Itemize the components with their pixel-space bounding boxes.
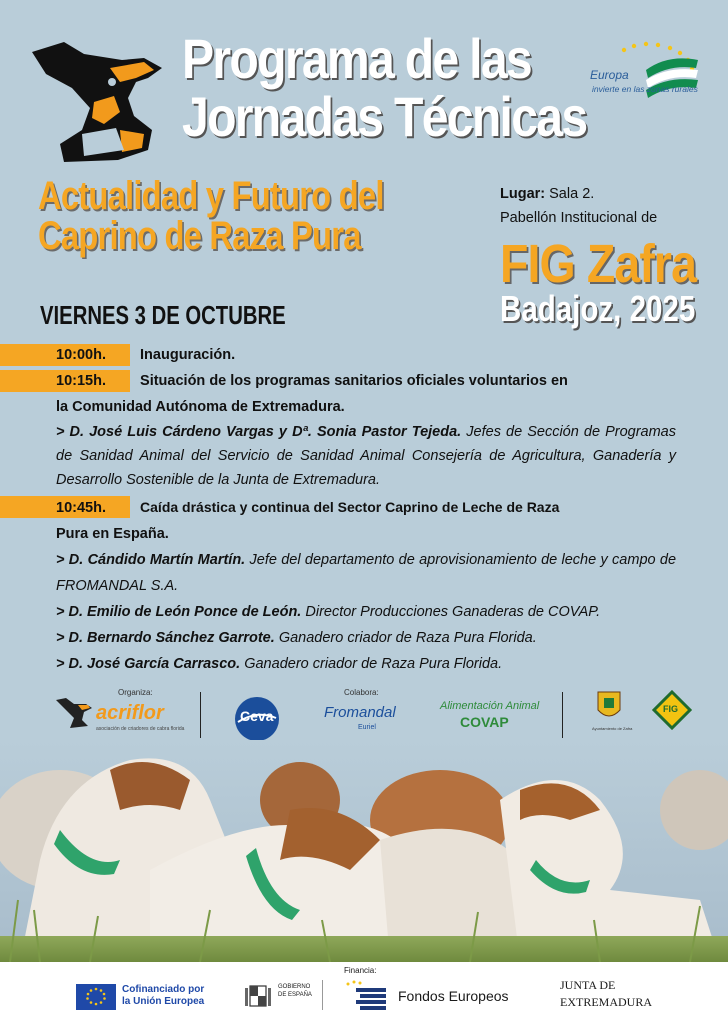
program-item	[56, 342, 676, 368]
sponsor-row	[40, 688, 700, 744]
speaker-name: > D. Bernardo Sánchez Garrote.	[56, 630, 275, 646]
speaker-entry	[56, 547, 676, 599]
acriflor-logo: acriflor	[96, 702, 164, 724]
speaker-entry	[56, 651, 676, 677]
program-item	[56, 368, 676, 394]
speaker-entry	[56, 625, 676, 651]
venue-building: Pabellón Institucional de	[500, 210, 658, 226]
fondos-europeos-icon	[344, 980, 390, 1012]
speaker-entry	[56, 420, 676, 492]
program-title: Caída drástica y continua del Sector Caprino de Leche de Raza	[140, 499, 560, 515]
divider	[322, 980, 323, 1010]
speaker-name: > D. Emilio de León Ponce de León.	[56, 604, 302, 620]
fig-label: FIG	[663, 704, 678, 714]
venue-room: Sala 2.	[549, 186, 595, 202]
goat-logo-icon	[24, 38, 169, 166]
acriflor-sub: asociación de criadores de cabra florida	[96, 726, 185, 732]
zafra-coat-of-arms-icon	[596, 688, 622, 724]
zafra-caption: Ayuntamiento de Zafra	[592, 726, 633, 731]
program-title: Inauguración.	[140, 347, 236, 363]
city-year: Badajoz, 2025	[500, 288, 696, 329]
divider	[200, 692, 201, 738]
event-name: FIG Zafra	[500, 234, 697, 294]
covap-line1: Alimentación Animal	[440, 700, 540, 712]
divider	[562, 692, 563, 738]
program-title-cont: Pura en España.	[56, 526, 169, 542]
speaker-role: Ganadero criador de Raza Pura Florida.	[278, 630, 537, 646]
main-title	[182, 27, 587, 148]
financia-label: Financia:	[344, 966, 377, 975]
program-list	[56, 342, 676, 677]
program-time: 10:15h.	[56, 373, 106, 389]
fromandal-logo: Fromandal	[324, 704, 396, 721]
eu-word: Europa	[590, 68, 629, 82]
eu-tagline: invierte en las zonas rurales	[592, 84, 698, 94]
goats-photo	[0, 740, 728, 962]
venue-info	[500, 182, 710, 230]
subtitle-line2: Caprino de Raza Pura	[38, 214, 361, 258]
main-title-line1: Programa de las	[182, 27, 531, 90]
program-time: 10:45h.	[56, 500, 106, 516]
speaker-role: Jefes de Sección de Programas de Sanidad Animal del Servicio de Sanidad Animal Consejería de Agricultura, Ganadería y Desarrollo Sostenible de la Junta de Extremadura.	[56, 424, 677, 488]
speaker-name: > D. Cándido Martín Martín.	[56, 552, 246, 568]
program-item	[56, 494, 676, 521]
gov-line1: GOBIERNO	[278, 984, 311, 990]
ceva-label: Ceva	[240, 708, 274, 724]
speaker-role: Director Producciones Ganaderas de COVAP.	[305, 604, 601, 620]
spain-coat-of-arms-icon	[242, 980, 274, 1012]
fondos-europeos-label: Fondos Europeos	[398, 988, 509, 1004]
program-title-cont: la Comunidad Autónoma de Extremadura.	[56, 399, 345, 415]
fromandal-sub: Euriel	[358, 724, 376, 731]
covap-line2: COVAP	[460, 714, 509, 730]
eu-flag-icon	[76, 984, 116, 1010]
program-title: Situación de los programas sanitarios oficiales voluntarios en	[140, 373, 568, 389]
speaker-role: Jefe del departamento de aprovisionamiento de leche y campo de FROMANDAL S.A.	[56, 552, 677, 594]
footer	[0, 962, 728, 1030]
venue-label: Lugar:	[500, 186, 546, 202]
speaker-name: > D. José García Carrasco.	[56, 656, 241, 672]
subtitle-line1: Actualidad y Futuro del	[38, 174, 384, 218]
colabora-label: Colabora:	[344, 688, 379, 697]
main-title-line2: Jornadas Técnicas	[182, 85, 587, 148]
speaker-name: > D. José Luis Cárdeno Vargas y Dª. Sonia Pastor Tejeda.	[56, 424, 462, 440]
eu-cofinance-line1: Cofinanciado por	[122, 984, 205, 995]
speaker-entry	[56, 599, 676, 625]
speaker-role: Ganadero criador de Raza Pura Florida.	[244, 656, 503, 672]
event-date: VIERNES 3 DE OCTUBRE	[40, 300, 286, 330]
gov-line2: DE ESPAÑA	[278, 992, 312, 998]
junta-line1: JUNTA DE	[560, 978, 616, 992]
acriflor-goat-icon	[54, 696, 94, 730]
program-time: 10:00h.	[56, 347, 106, 363]
eu-cofinance-line2: la Unión Europea	[122, 996, 205, 1007]
organiza-label: Organiza:	[118, 688, 153, 697]
junta-line2: EXTREMADURA	[560, 995, 652, 1009]
subtitle	[38, 176, 384, 256]
